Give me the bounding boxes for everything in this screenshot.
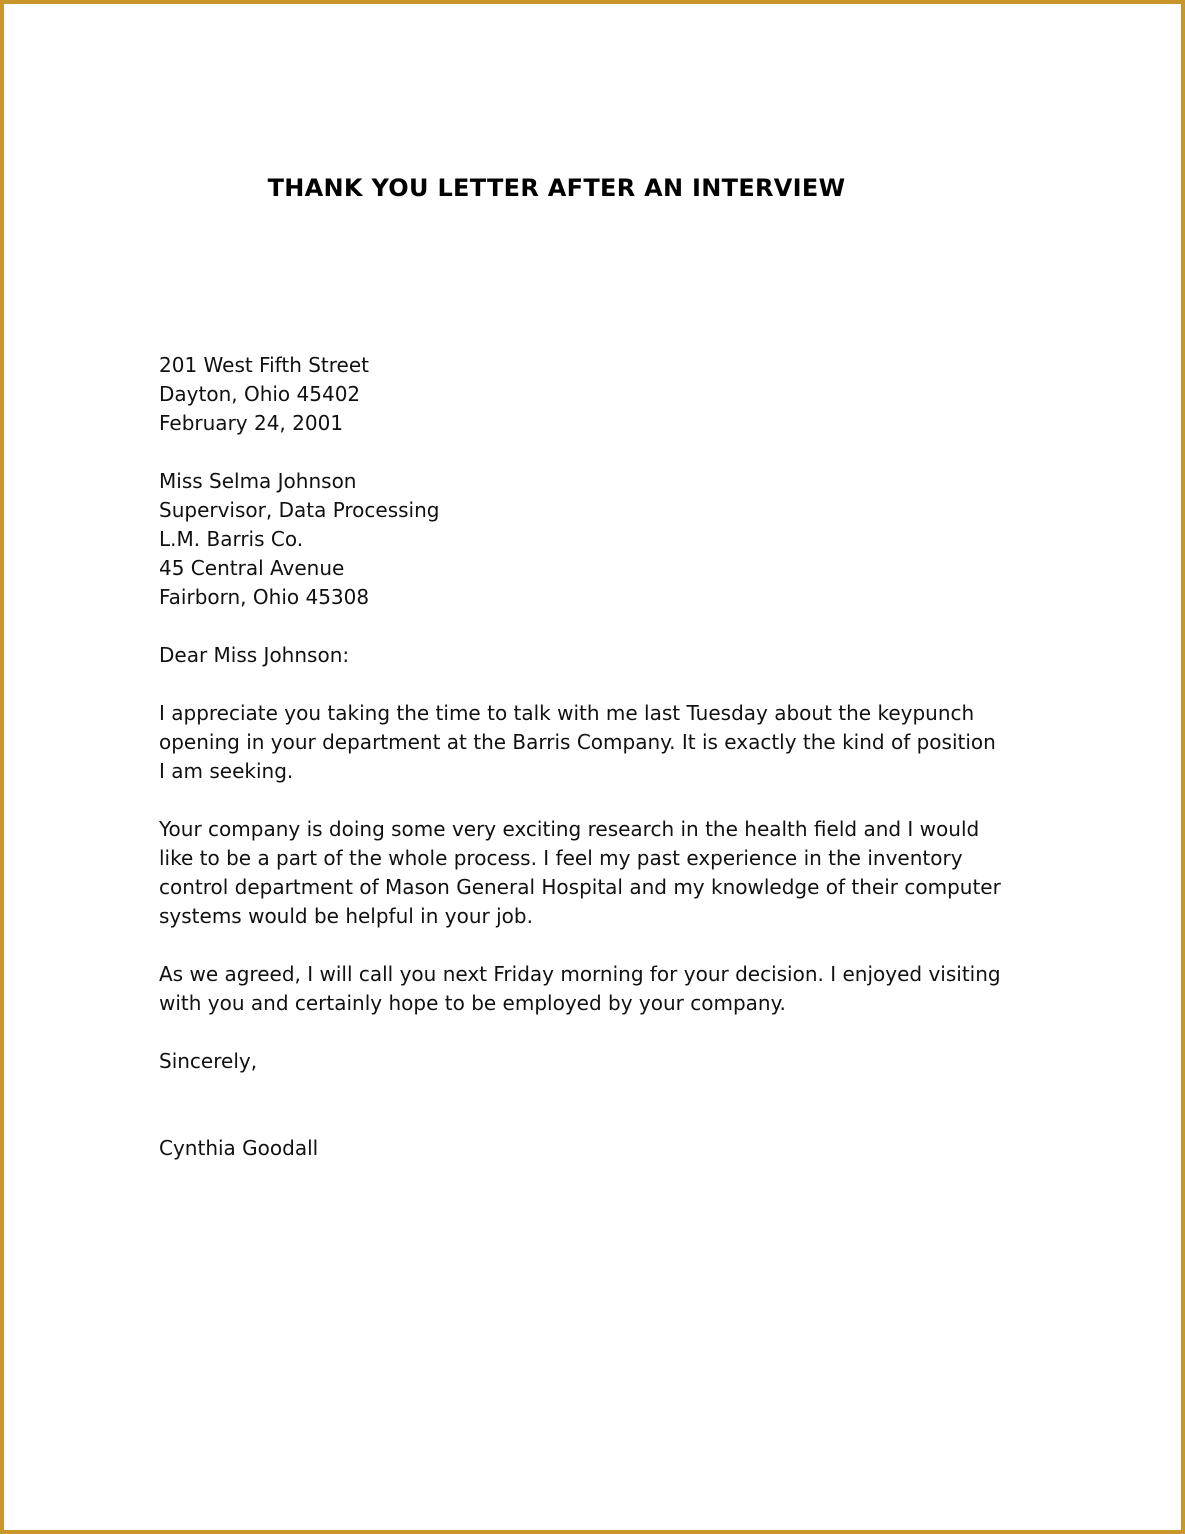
recipient-address	[159, 467, 949, 612]
sender-street: 201 West Fifth Street	[159, 353, 369, 377]
closing: Sincerely,	[159, 1049, 258, 1073]
paragraph-3	[159, 960, 1001, 1018]
paragraph-line: As we agreed, I will call you next Friday morning for your decision. I enjoyed visiting	[159, 962, 1001, 986]
paragraph-1	[159, 699, 996, 786]
sender-address	[159, 351, 949, 438]
paragraph-line: with you and certainly hope to be employed by your company.	[159, 991, 786, 1015]
recipient-street: 45 Central Avenue	[159, 556, 345, 580]
paragraph-2	[159, 815, 1001, 931]
recipient-name: Miss Selma Johnson	[159, 469, 357, 493]
page-title: THANK YOU LETTER AFTER AN INTERVIEW	[267, 174, 846, 202]
letter-body	[159, 351, 1001, 1163]
recipient-city: Fairborn, Ohio 45308	[159, 585, 370, 609]
sender-city: Dayton, Ohio 45402	[159, 382, 361, 406]
recipient-company: L.M. Barris Co.	[159, 527, 304, 551]
salutation: Dear Miss Johnson:	[159, 643, 350, 667]
paragraph-line: control department of Mason General Hospital and my knowledge of their computer	[159, 875, 1001, 899]
letter-date: February 24, 2001	[159, 411, 344, 435]
recipient-position: Supervisor, Data Processing	[159, 498, 440, 522]
paragraph-line: Your company is doing some very exciting research in the health field and I would	[159, 817, 980, 841]
paragraph-line: systems would be helpful in your job.	[159, 904, 533, 928]
signature-name: Cynthia Goodall	[159, 1136, 319, 1160]
paragraph-line: I am seeking.	[159, 759, 294, 783]
paragraph-line: I appreciate you taking the time to talk with me last Tuesday about the keypunch	[159, 701, 975, 725]
paragraph-line: opening in your department at the Barris Company. It is exactly the kind of position	[159, 730, 996, 754]
paragraph-line: like to be a part of the whole process. I feel my past experience in the inventory	[159, 846, 963, 870]
